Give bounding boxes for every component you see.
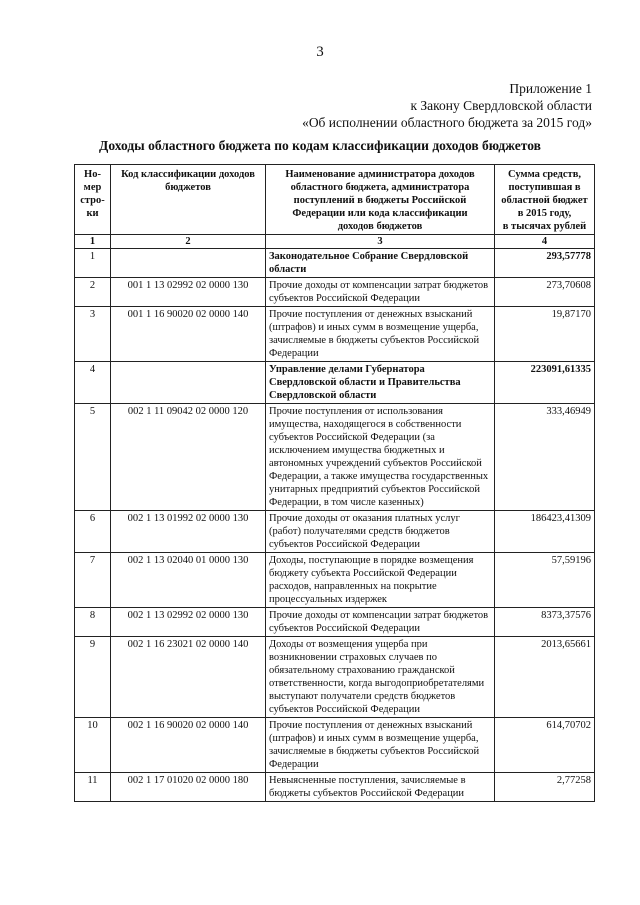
row-code: 002 1 11 09042 02 0000 120 (111, 404, 266, 511)
header-num: Но- мер стро- ки (75, 165, 111, 235)
row-sum: 186423,41309 (495, 511, 595, 553)
row-code: 001 1 16 90020 02 0000 140 (111, 307, 266, 362)
table-row (75, 307, 595, 362)
page-number: 3 (316, 44, 324, 60)
income-table (74, 164, 595, 802)
col-index-2: 2 (111, 235, 266, 249)
row-num: 7 (75, 553, 111, 608)
row-sum: 223091,61335 (495, 362, 595, 404)
appendix-line-1: Приложение 1 (509, 81, 592, 96)
row-name: Прочие поступления от денежных взысканий (штрафов) и иных сумм в возмещение ущерба, зачисляемые в бюджеты субъектов Российской Федерации (266, 718, 495, 773)
header-name: Наименование администратора доходов областного бюджета, администратора поступлений в бюджеты Российской Федерации или кода классификации доходов бюджетов (266, 165, 495, 235)
row-name: Доходы, поступающие в порядке возмещения бюджету субъекта Российской Федерации расходов, направленных на покрытие процессуальных издержек (266, 553, 495, 608)
column-index-row (75, 235, 595, 249)
row-code: 001 1 13 02992 02 0000 130 (111, 278, 266, 307)
row-num: 4 (75, 362, 111, 404)
header-code: Код классификации доходов бюджетов (111, 165, 266, 235)
row-name: Законодательное Собрание Свердловской области (266, 249, 495, 278)
row-sum: 57,59196 (495, 553, 595, 608)
row-name: Прочие доходы от компенсации затрат бюджетов субъектов Российской Федерации (266, 608, 495, 637)
col-index-1: 1 (75, 235, 111, 249)
document-title: Доходы областного бюджета по кодам классификации доходов бюджетов (99, 138, 541, 153)
row-sum: 333,46949 (495, 404, 595, 511)
row-sum: 2013,65661 (495, 637, 595, 718)
table-row (75, 637, 595, 718)
row-code: 002 1 13 02992 02 0000 130 (111, 608, 266, 637)
appendix-line-3: «Об исполнении областного бюджета за 2015 год» (302, 115, 592, 130)
table-header-row (75, 165, 595, 235)
table-row (75, 278, 595, 307)
col-index-4: 4 (495, 235, 595, 249)
table-row (75, 511, 595, 553)
row-name: Прочие доходы от оказания платных услуг (работ) получателями средств бюджетов субъектов Российской Федерации (266, 511, 495, 553)
row-num: 9 (75, 637, 111, 718)
row-num: 11 (75, 773, 111, 802)
row-code (111, 249, 266, 278)
row-sum: 273,70608 (495, 278, 595, 307)
table-row (75, 249, 595, 278)
row-code: 002 1 16 23021 02 0000 140 (111, 637, 266, 718)
row-num: 5 (75, 404, 111, 511)
row-sum: 2,77258 (495, 773, 595, 802)
row-name: Прочие поступления от использования имущества, находящегося в собственности субъектов Российской Федерации (за исключением имущества бюджетных и автономных учреждений субъектов Российской Федерации, а также имущества государственных унитарных предприятий субъектов Российской Федерации, в том числе казенных) (266, 404, 495, 511)
row-num: 6 (75, 511, 111, 553)
row-sum: 19,87170 (495, 307, 595, 362)
row-num: 8 (75, 608, 111, 637)
row-name: Доходы от возмещения ущерба при возникновении страховых случаев по обязательному страхованию гражданской ответственности, когда выгодоприобретателями выступают получатели средств бюджетов субъектов Российской Федерации (266, 637, 495, 718)
row-name: Невыясненные поступления, зачисляемые в бюджеты субъектов Российской Федерации (266, 773, 495, 802)
appendix-line-2: к Закону Свердловской области (410, 98, 592, 113)
table-row (75, 718, 595, 773)
row-sum: 8373,37576 (495, 608, 595, 637)
table-row (75, 362, 595, 404)
row-code: 002 1 13 02040 01 0000 130 (111, 553, 266, 608)
header-sum: Сумма средств, поступившая в областной бюджет в 2015 году, в тысячах рублей (495, 165, 595, 235)
row-num: 1 (75, 249, 111, 278)
table-row (75, 553, 595, 608)
row-sum: 293,57778 (495, 249, 595, 278)
row-code: 002 1 16 90020 02 0000 140 (111, 718, 266, 773)
row-code: 002 1 17 01020 02 0000 180 (111, 773, 266, 802)
col-index-3: 3 (266, 235, 495, 249)
row-num: 10 (75, 718, 111, 773)
row-name: Прочие поступления от денежных взысканий (штрафов) и иных сумм в возмещение ущерба, зачисляемые в бюджеты субъектов Российской Федерации (266, 307, 495, 362)
row-num: 2 (75, 278, 111, 307)
row-sum: 614,70702 (495, 718, 595, 773)
row-code: 002 1 13 01992 02 0000 130 (111, 511, 266, 553)
row-name: Прочие доходы от компенсации затрат бюджетов субъектов Российской Федерации (266, 278, 495, 307)
table-row (75, 404, 595, 511)
row-name: Управление делами Губернатора Свердловской области и Правительства Свердловской области (266, 362, 495, 404)
row-num: 3 (75, 307, 111, 362)
table-row (75, 773, 595, 802)
appendix-block (302, 80, 592, 131)
table-row (75, 608, 595, 637)
row-code (111, 362, 266, 404)
